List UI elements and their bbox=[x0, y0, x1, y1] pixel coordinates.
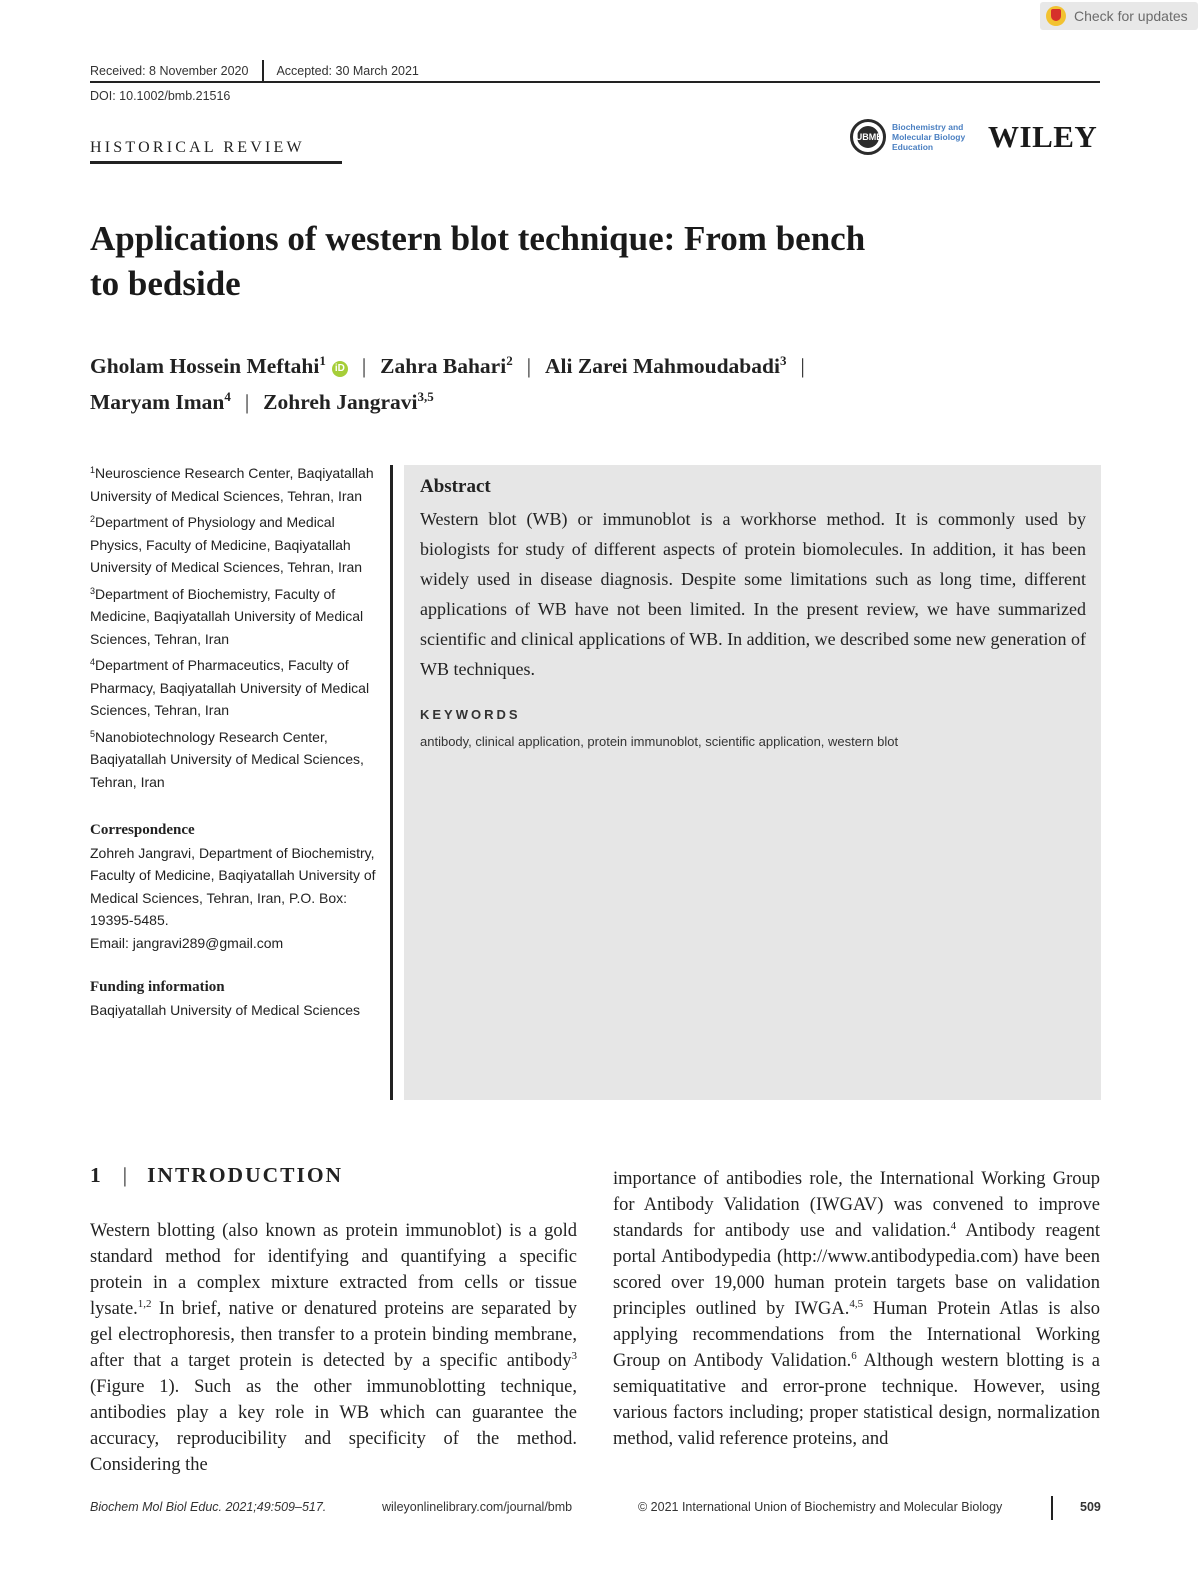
orcid-icon[interactable]: iD bbox=[332, 361, 348, 377]
affiliation bbox=[90, 583, 385, 651]
citation-ref[interactable]: 4,5 bbox=[849, 1298, 864, 1310]
section-title: INTRODUCTION bbox=[147, 1163, 344, 1187]
affiliation-number: 1 bbox=[90, 465, 96, 475]
body-text: Antibody reagent portal Antibodypedia (http://www.antibodypedia.com) have been scored over 19,000 human protein targets base on validation principles outlined by IWGA. bbox=[613, 1221, 1100, 1319]
abstract-text: Western blot (WB) or immunoblot is a workhorse method. It is commonly used by biologists for study of different aspects of protein biomolecules. In addition, it has been widely used in disease diagnosis. Despite some limitations such as long time, different applications of WB have not been limited. In the present review, we have summarized scientific and clinical applications of WB. In addition, we described some new generation of WB techniques. bbox=[420, 509, 1086, 679]
body-text: In brief, native or denatured proteins are separated by gel electrophoresis, then transfer to a protein binding membrane, after that a target protein is detected by a specific antibody bbox=[90, 1299, 577, 1371]
affiliation-number: 4 bbox=[90, 657, 96, 667]
article-title bbox=[90, 216, 1030, 306]
author-separator: | bbox=[526, 354, 531, 378]
funding-text: Baqiyatallah University of Medical Sciences bbox=[90, 1001, 361, 1018]
author-name[interactable]: Maryam Iman bbox=[90, 390, 225, 414]
society-abbrev: IUBMB bbox=[857, 126, 879, 148]
correspondence-heading: Correspondence bbox=[90, 822, 195, 838]
section-type: HISTORICAL REVIEW bbox=[90, 139, 305, 156]
body-text: Western blotting (also known as protein immunoblot) is a gold standard method for identifying and quantifying a specific protein in a complex mixture extracted from cells or tissue lysate. bbox=[90, 1221, 577, 1319]
page-number: 509 bbox=[1080, 1500, 1101, 1514]
body-column-2 bbox=[613, 1166, 1100, 1452]
author-separator: | bbox=[800, 354, 805, 378]
check-for-updates-label: Check for updates bbox=[1074, 8, 1188, 24]
author-name[interactable]: Zahra Bahari bbox=[380, 354, 507, 378]
affiliation-text: Nanobiotechnology Research Center, Baqiyatallah University of Medical Sciences, Tehran, Iran bbox=[90, 728, 364, 790]
footer-divider bbox=[1051, 1496, 1053, 1520]
body-text: importance of antibodies role, the International Working Group for Antibody Validation (IWGAV) was convened to improve standards for antibody use and validation. bbox=[613, 1169, 1100, 1241]
iubmb-seal-icon bbox=[850, 119, 886, 155]
body-text: (Figure 1). Such as the other immunoblotting technique, antibodies play a key role in WB which can guarantee the accuracy, reproducibility and specificity of the method. Considering the bbox=[90, 1377, 577, 1475]
header-rule bbox=[90, 81, 1100, 83]
check-for-updates-button[interactable] bbox=[1040, 2, 1198, 30]
author-affil-sup: 1 bbox=[319, 353, 326, 368]
affiliation bbox=[90, 511, 385, 579]
author-name[interactable]: Gholam Hossein Meftahi bbox=[90, 354, 320, 378]
keywords-text: antibody, clinical application, protein immunoblot, scientific application, western blot bbox=[420, 734, 899, 749]
article-dates bbox=[90, 60, 419, 82]
paragraph bbox=[613, 1166, 1100, 1452]
citation-ref[interactable]: 6 bbox=[851, 1350, 857, 1362]
footer-url[interactable]: wileyonlinelibrary.com/journal/bmb bbox=[382, 1500, 573, 1514]
keywords-heading: KEYWORDS bbox=[420, 707, 521, 722]
affiliation-text: Neuroscience Research Center, Baqiyatallah University of Medical Sciences, Tehran, Iran bbox=[90, 465, 374, 504]
body-column-1 bbox=[90, 1218, 577, 1478]
affiliation-number: 3 bbox=[90, 585, 96, 596]
section-number: 1 bbox=[90, 1163, 103, 1187]
author-name[interactable]: Ali Zarei Mahmoudabadi bbox=[545, 354, 780, 378]
accepted-date: Accepted: 30 March 2021 bbox=[276, 64, 419, 78]
body-text: Human Protein Atlas is also applying recommendations from the International Working Group on Antibody Validation. bbox=[613, 1299, 1100, 1371]
affiliation bbox=[90, 726, 385, 794]
affiliation bbox=[90, 462, 385, 507]
affiliation-text: Department of Pharmaceutics, Faculty of Pharmacy, Baqiyatallah University of Medical Sciences, Tehran, Iran bbox=[90, 657, 370, 718]
affiliation-number: 2 bbox=[90, 514, 96, 524]
body-text: Although western blotting is a semiquatitative and error-prone technique. However, using various factors including; proper statistical design, normalization method, valid reference proteins, and bbox=[613, 1351, 1100, 1449]
footer-citation: Biochem Mol Biol Educ. 2021;49:509–517. bbox=[90, 1500, 327, 1514]
citation-ref[interactable]: 3 bbox=[571, 1350, 577, 1362]
author-affil-sup: 3 bbox=[779, 353, 787, 368]
paragraph bbox=[90, 1218, 577, 1478]
affiliation-number: 5 bbox=[90, 728, 96, 739]
footer-copyright: © 2021 International Union of Biochemistry and Molecular Biology bbox=[638, 1500, 1003, 1514]
bookmark-icon bbox=[1046, 6, 1066, 26]
title-line-2: to bedside bbox=[90, 264, 241, 303]
section-separator: | bbox=[122, 1163, 128, 1187]
citation-ref[interactable]: 1,2 bbox=[137, 1298, 152, 1310]
title-line-1: Applications of western blot technique: From bench bbox=[90, 219, 866, 258]
affiliation-text: Department of Biochemistry, Faculty of Medicine, Baqiyatallah University of Medical Sciences, Tehran, Iran bbox=[90, 585, 364, 647]
correspondence-text: Zohreh Jangravi, Department of Biochemistry, Faculty of Medicine, Baqiyatallah University of Medical Sciences, Tehran, Iran, P.O. Box: 19395-5485. bbox=[90, 844, 376, 928]
correspondence-email[interactable]: Email: jangravi289@gmail.com bbox=[90, 934, 284, 951]
abstract-heading: Abstract bbox=[420, 476, 491, 497]
section-type-underline bbox=[90, 161, 342, 164]
author-line-1 bbox=[90, 348, 1090, 384]
author-list bbox=[90, 348, 1090, 420]
affiliation bbox=[90, 654, 385, 722]
author-line-2 bbox=[90, 384, 1090, 420]
author-separator: | bbox=[244, 390, 250, 414]
divider bbox=[262, 60, 264, 82]
author-affil-sup: 2 bbox=[506, 353, 513, 368]
section-heading bbox=[90, 1163, 343, 1188]
doi[interactable]: DOI: 10.1002/bmb.21516 bbox=[90, 89, 231, 103]
publisher-logo: WILEY bbox=[988, 119, 1098, 154]
funding-heading: Funding information bbox=[90, 979, 225, 995]
column-divider bbox=[390, 465, 393, 1100]
author-affil-sup: 4 bbox=[224, 389, 231, 404]
affiliation-text: Department of Physiology and Medical Physics, Faculty of Medicine, Baqiyatallah University of Medical Sciences, Tehran, Iran bbox=[90, 514, 363, 575]
received-date: Received: 8 November 2020 bbox=[90, 64, 249, 78]
journal-logo: Biochemistry and Molecular Biology Education bbox=[892, 122, 966, 152]
author-name[interactable]: Zohreh Jangravi bbox=[263, 390, 418, 414]
article-info-column bbox=[90, 462, 385, 1021]
author-affil-sup: 3,5 bbox=[417, 389, 434, 404]
author-separator: | bbox=[361, 354, 367, 378]
citation-ref[interactable]: 4 bbox=[950, 1220, 957, 1232]
